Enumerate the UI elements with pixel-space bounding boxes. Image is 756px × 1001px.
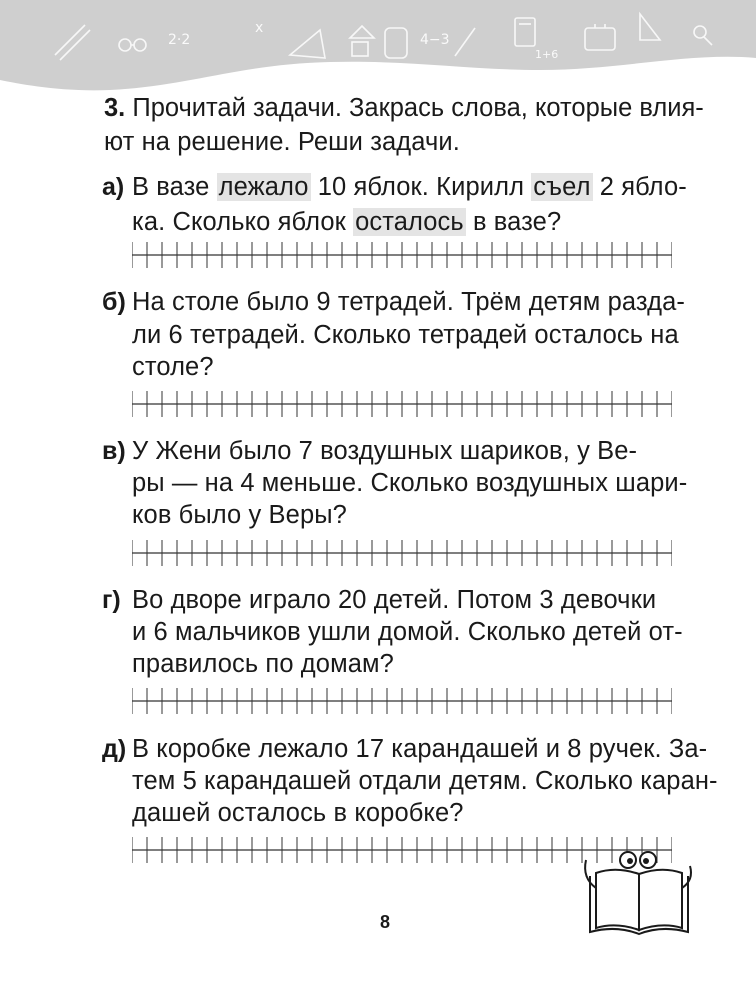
task-a-label: а) [102,173,125,201]
task-a-text-4: ка. Сколько яблок [132,208,354,236]
header-band [0,0,756,100]
task-d-line3: дашей осталось в коробке? [132,799,464,827]
page-number: 8 [380,912,391,932]
task-a-text-1: В вазе [132,173,217,201]
task-a-text-2: 10 яблок. Кирилл [310,173,532,201]
exercise-number: 3. [104,94,126,122]
task-b-line1: На столе было 9 тетрадей. Трём детям разда- [132,288,685,316]
doodle-expression-3: 4−3 [420,32,450,48]
answer-grid-v[interactable] [132,538,672,568]
task-a-highlight-3[interactable]: осталось [355,208,464,236]
task-b-line2: ли 6 тетрадей. Сколько тетрадей осталось на [132,321,679,349]
task-g-line1: Во дворе играло 20 детей. Потом 3 девочки [132,586,657,614]
task-a-line1 [132,171,687,203]
task-a-text-5: в вазе? [465,208,562,236]
doodle-expression-2: x [255,20,264,36]
task-v-line1: У Жени было 7 воздушных шариков, у Ве- [132,437,638,465]
doodle-expression-1: 2·2 [168,32,191,48]
task-a-text-3: 2 ябло- [592,173,687,201]
mascot-right-arm [682,866,691,888]
exercise-instruction-line2: ют на решение. Реши задачи. [104,128,460,156]
task-d-label: д) [102,735,127,763]
mascot-book-left-page [596,870,639,930]
mascot-book-right-page [639,870,682,930]
header-wave [0,0,756,90]
answer-grid-b[interactable] [132,389,672,419]
task-d-line2: тем 5 карандашей отдали детям. Сколько каран- [132,767,718,795]
task-d-line1: В коробке лежало 17 карандашей и 8 ручек. За- [132,735,708,763]
book-mascot-icon [576,838,706,938]
exercise-instruction-line1: Прочитай задачи. Закрась слова, которые влия- [132,94,704,122]
task-g-line3: правилось по домам? [132,650,394,678]
exercise-instruction [104,92,704,124]
answer-grid-g[interactable] [132,686,672,716]
task-v-label: в) [102,437,126,465]
task-a-highlight-2[interactable]: съел [533,173,591,201]
task-b-line3: столе? [132,353,214,381]
mascot-left-pupil [627,858,633,864]
doodle-expression-4: 1+6 [535,48,559,61]
task-a-line2 [132,206,561,238]
mascot-left-arm [585,860,596,888]
task-b-label: б) [102,288,126,316]
task-a-highlight-1[interactable]: лежало [218,173,309,201]
task-g-label: г) [102,586,121,614]
task-v-line3: ков было у Веры? [132,501,347,529]
task-v-line2: ры — на 4 меньше. Сколько воздушных шари- [132,469,688,497]
mascot-right-pupil [643,858,649,864]
task-g-line2: и 6 мальчиков ушли домой. Сколько детей от- [132,618,683,646]
answer-grid-a[interactable] [132,240,672,270]
